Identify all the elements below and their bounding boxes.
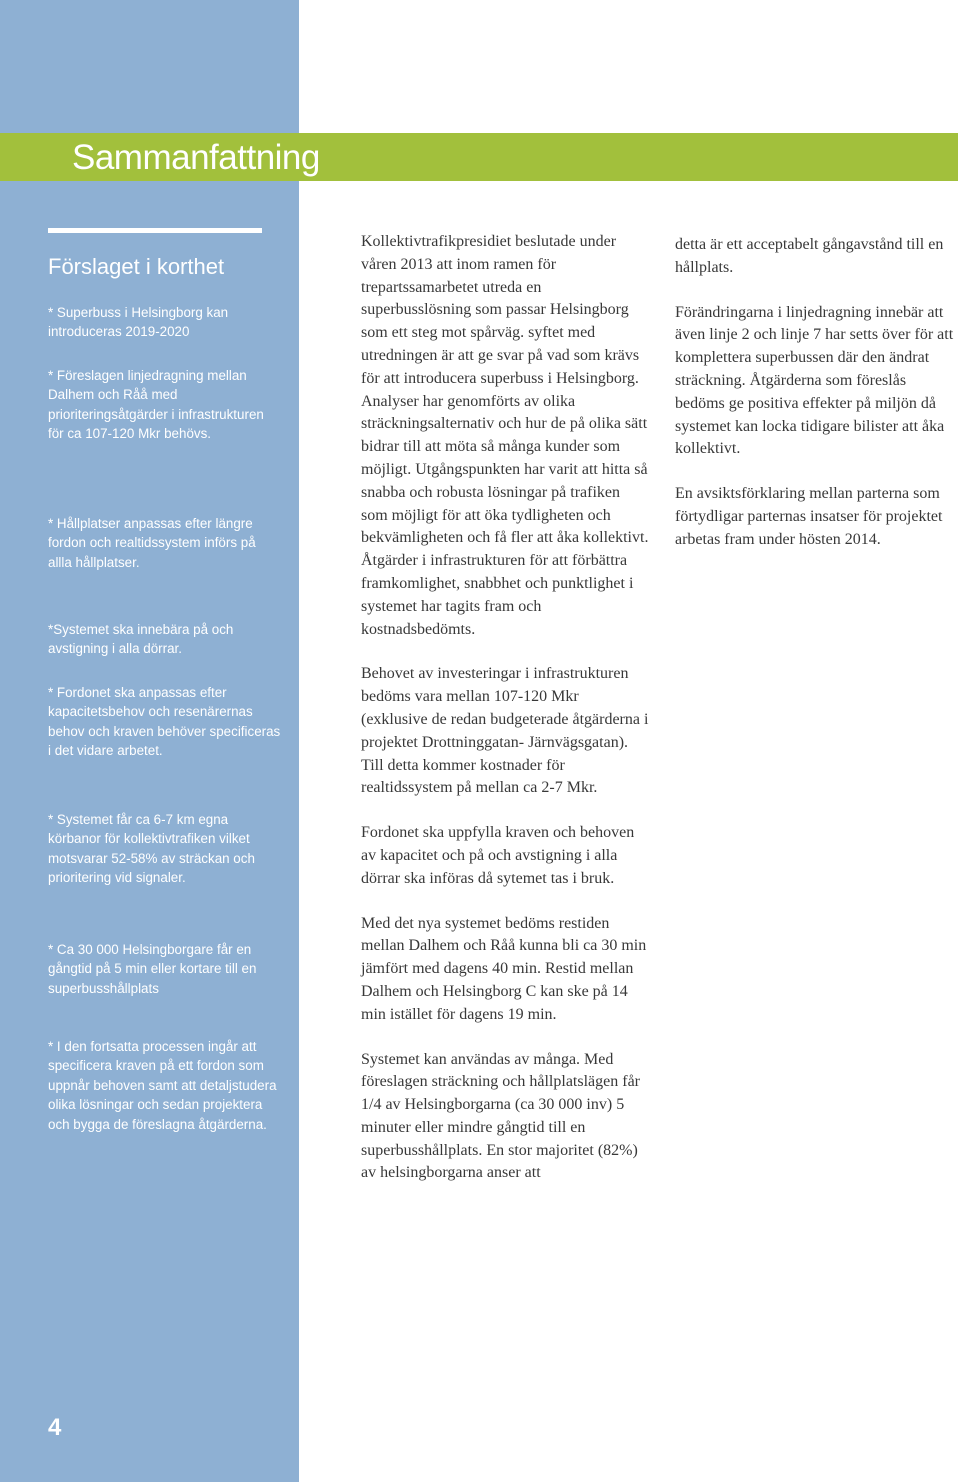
heading-rule — [48, 228, 262, 233]
body-column-2 — [675, 234, 959, 574]
sidebar-bullet: * Systemet får ca 6-7 km egna körbanor för kollektivtrafiken vilket motsvarar 52-58% av sträckan och prioritering vid signaler. — [48, 812, 255, 886]
body-column-1 — [361, 231, 649, 1207]
sidebar-bullet: * Fordonet ska anpassas efter kapacitetsbehov och resenärernas behov och kraven behöver specificeras i det vidare arbetet. — [48, 685, 281, 759]
body-paragraph: detta är ett acceptabelt gångavstånd till en hållplats. — [675, 236, 944, 276]
sidebar-bullet: * I den fortsatta processen ingår att specificera kraven på ett fordon som uppnår behoven samt att detaljstudera olika lösningar och sedan projektera och bygga de föreslagna åtgärderna. — [48, 1039, 277, 1132]
body-paragraph: Systemet kan användas av många. Med föreslagen sträckning och hållplatslägen får 1/4 av Helsingborgarna (ca 30 000 inv) 5 minuter eller mindre gångtid till en superbusshållplats. En stor majoritet (82%) av helsingborgarna anser att — [361, 1050, 640, 1182]
sidebar-bullet: * Föreslagen linjedragning mellan Dalhem och Råå med prioriteringsåtgärder i infrastrukturen för ca 107-120 Mkr behövs. — [48, 368, 264, 442]
sidebar-bullet: * Superbuss i Helsingborg kan introduceras 2019-2020 — [48, 305, 229, 340]
body-paragraph: Kollektivtrafikpresidiet beslutade under våren 2013 att inom ramen för trepartssamarbetet utreda en superbusslösning som passar Helsingborg som ett steg mot spårväg. syftet med utredningen är att ge svar på vad som krävs för att introducera superbuss i Helsingborg. Analyser har genomförts av olika sträckningsalternativ och hur de på olika sätt bidrar till att möta så många kunder som möjligt. Utgångspunkten har varit att hitta så snabba och robusta lösningar på trafiken som möjligt för att öka tydligheten och bekvämligheten och få fler att åka kollektivt. Åtgärder i infrastrukturen för att förbättra framkomlighet, snabbhet och punktlighet i systemet har tagits fram och kostnadsbedömts. — [361, 233, 649, 638]
sidebar-heading: Förslaget i korthet — [48, 254, 225, 279]
body-paragraph: Med det nya systemet bedöms restiden mellan Dalhem och Råå kunna bli ca 30 min jämfört med dagens 40 min. Restid mellan Dalhem och Helsingborg C kan ske på 14 min istället för dagens 19 min. — [361, 914, 647, 1023]
body-paragraph: En avsiktsförklaring mellan parterna som förtydligar parternas insatser för projektet arbetas fram under hösten 2014. — [675, 485, 943, 548]
sidebar-bullet: * Ca 30 000 Helsingborgare får en gångtid på 5 min eller kortare till en superbusshållplats — [48, 942, 257, 996]
body-paragraph: Fordonet ska uppfylla kraven och behoven av kapacitet och på och avstigning i alla dörrar ska införas då sytemet tas i bruk. — [361, 824, 635, 887]
page-number: 4 — [48, 1414, 62, 1441]
sidebar-bullet: * Hållplatser anpassas efter längre fordon och realtidssystem införs på allla hållplatser. — [48, 516, 256, 570]
body-paragraph: Behovet av investeringar i infrastrukturen bedöms vara mellan 107-120 Mkr (exklusive de redan budgeterade åtgärderna i projektet Drottninggatan- Järnvägsgatan). Till detta kommer kostnader för realtidssystem på mellan ca 2-7 Mkr. — [361, 665, 649, 797]
body-paragraph: Förändringarna i linjedragning innebär att även linje 2 och linje 7 har setts över för att komplettera superbussen där den ändrat sträckning. Åtgärderna som föreslås bedöms ge positiva effekter på miljön då systemet kan locka tidigare bilister att åka kollektivt. — [675, 303, 954, 458]
page-title: Sammanfattning — [72, 138, 320, 177]
sidebar-bullet: *Systemet ska innebära på och avstigning i alla dörrar. — [48, 622, 234, 657]
